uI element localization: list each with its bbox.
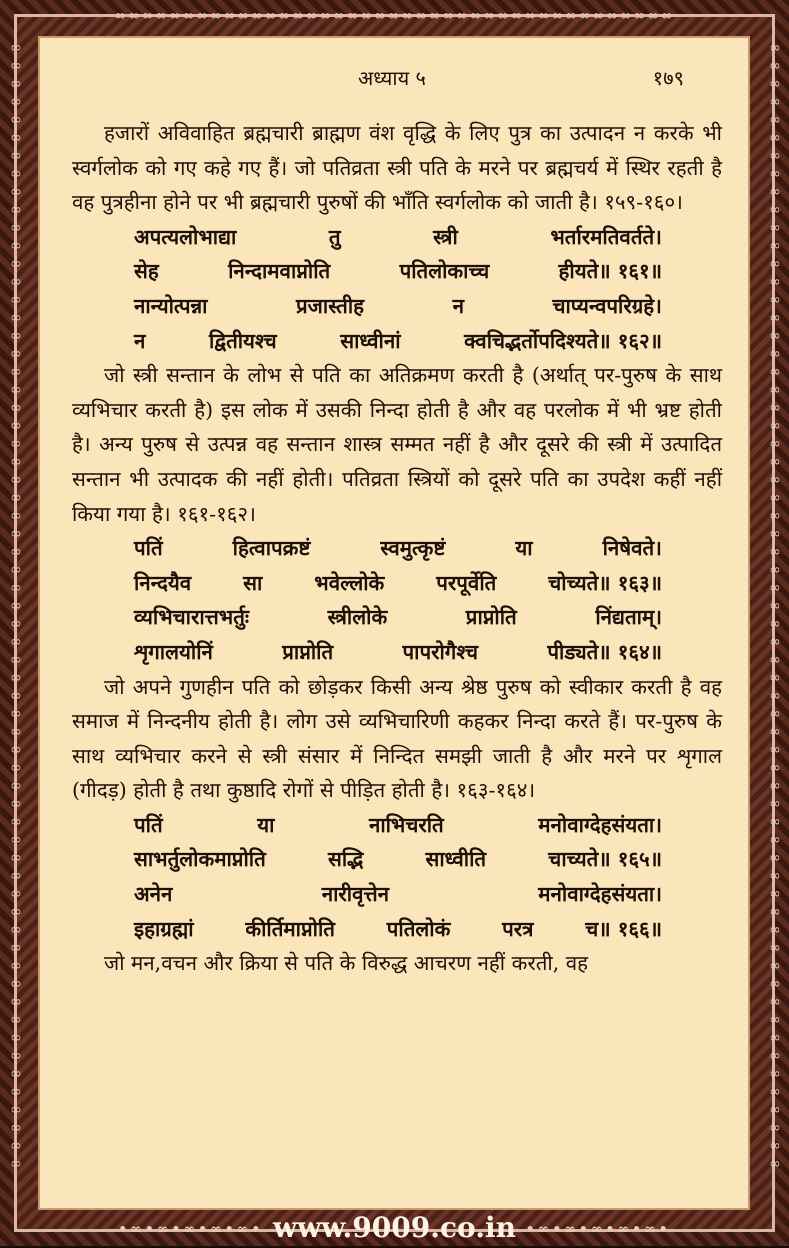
verse-word: च॥ १६६॥ xyxy=(585,916,662,941)
ornament-top-icon: ∞∞∞∞∞∞∞∞∞∞∞∞∞∞∞∞∞∞∞∞∞∞∞∞∞∞∞∞∞∞∞∞∞∞∞∞∞∞∞∞∞ xyxy=(114,8,675,24)
verse-word: सा xyxy=(243,570,263,595)
site-footer xyxy=(0,1210,789,1246)
ornament-dots-icon: •∞•∞•∞•∞•∞• xyxy=(118,1221,264,1238)
paragraph-2: जो स्त्री सन्तान के लोभ से पति का अतिक्रमण करती है (अर्थात् पर-पुरुष के साथ व्यभिचार करती है) इस लोक में उसकी निन्दा होती है और वह परलोक में भी भ्रष्ट होती है। अन्य पुरुष से उत्पन्न वह सन्तान शास्त्र सम्मत नहीं है और दूसरे की स्त्री में उत्पादित सन्तान भी उत्पादक की नहीं होती। पतिव्रता स्त्रियों को दूसरे पति का उपदेश कहीं नहीं किया गया है। १६१-१६२। xyxy=(72,363,722,526)
verse-word: परपूर्वेति xyxy=(436,570,497,595)
verse-word: निषेवते। xyxy=(602,536,662,561)
verse-word: सेह xyxy=(134,259,159,284)
verse-word: भवेल्लोके xyxy=(314,570,385,595)
verse-word: तु xyxy=(328,224,341,249)
verse-line-7 xyxy=(72,600,662,635)
verse-word: या xyxy=(515,536,533,561)
verse-line-1 xyxy=(72,220,662,255)
verse-word: हित्वापक्रष्टं xyxy=(232,536,311,561)
verse-word: स्त्रीलोके xyxy=(327,605,388,630)
verse-word: पतिलोकाच्च xyxy=(399,259,490,284)
verse-word: परत्र xyxy=(502,916,534,941)
verse-word: चाप्यन्वपरिग्रहे। xyxy=(552,293,662,318)
verse-line-12 xyxy=(72,912,662,947)
verse-word: क्वचिद्भर्तोपदिश्यते॥ १६२॥ xyxy=(464,328,662,353)
chapter-title: अध्याय ५ xyxy=(358,66,426,90)
verse-word: पापरोगैश्च xyxy=(402,639,479,664)
verse-word: व्यभिचारात्तभर्तुः xyxy=(134,605,250,630)
page-number: १७९ xyxy=(652,66,684,90)
verse-word: प्राप्नोति xyxy=(282,639,334,664)
verse-word: साध्वीनां xyxy=(340,328,401,353)
verse-word: पतिलोकं xyxy=(386,916,451,941)
verse-word: शृगालयोनिं xyxy=(134,639,213,664)
verse-word: पतिं xyxy=(134,812,163,837)
verse-word: इहाग्रह्मां xyxy=(134,916,194,941)
verse-word: पीड्यते॥ १६४॥ xyxy=(547,639,662,664)
verse-word: मनोवाग्देहसंयता। xyxy=(538,812,662,837)
verse-word: कीर्तिमाप्नोति xyxy=(245,916,335,941)
verse-word: या xyxy=(257,812,275,837)
verse-line-5 xyxy=(72,531,662,566)
verse-word: चोच्यते॥ १६३॥ xyxy=(548,570,662,595)
verse-line-6 xyxy=(72,566,662,601)
verse-word: नान्योत्पन्ना xyxy=(134,293,208,318)
verse-line-4 xyxy=(72,324,662,359)
verse-word: पतिं xyxy=(134,536,163,561)
verse-word: निंद्यताम्। xyxy=(595,605,662,630)
verse-word: भर्तारमतिवर्तते। xyxy=(550,224,662,249)
ornament-dots-icon: •∞•∞•∞•∞•∞• xyxy=(525,1221,671,1238)
verse-word: अपत्यलोभाद्या xyxy=(134,224,237,249)
verse-word: मनोवाग्देहसंयता। xyxy=(538,882,662,907)
verse-word: चाच्यते॥ १६५॥ xyxy=(548,847,662,872)
paragraph-4: जो मन,वचन और क्रिया से पति के विरुद्ध आचरण नहीं करती, वह xyxy=(104,951,589,976)
verse-word: निन्दामवाप्नोति xyxy=(228,259,331,284)
ornament-left-icon: ∞∞∞∞∞∞∞∞∞∞∞∞∞∞∞∞∞∞∞∞∞∞∞∞∞∞∞∞∞∞∞∞∞∞∞∞∞∞∞∞∞∞∞∞∞∞∞∞∞∞∞∞∞∞∞∞∞∞∞∞∞∞∞ xyxy=(8,40,24,1174)
page-paper xyxy=(38,36,750,1210)
verse-line-10 xyxy=(72,842,662,877)
verse-word: अनेन xyxy=(134,882,173,907)
verse-word: साध्वीति xyxy=(425,847,487,872)
ornament-right-icon: ∞∞∞∞∞∞∞∞∞∞∞∞∞∞∞∞∞∞∞∞∞∞∞∞∞∞∞∞∞∞∞∞∞∞∞∞∞∞∞∞∞∞∞∞∞∞∞∞∞∞∞∞∞∞∞∞∞∞∞∞∞∞∞ xyxy=(767,40,783,1174)
verse-word: साभर्तुलोकमाप्नोति xyxy=(134,847,266,872)
verse-word: हीयते॥ १६१॥ xyxy=(558,259,662,284)
verse-line-11 xyxy=(72,877,662,912)
verse-word: द्वितीयश्च xyxy=(208,328,277,353)
verse-line-2 xyxy=(72,254,662,289)
verse-word: स्वमुत्कृष्टं xyxy=(380,536,446,561)
verse-word: नाभिचरति xyxy=(368,812,444,837)
verse-line-9 xyxy=(72,808,662,843)
page-header xyxy=(38,64,750,94)
verse-word: प्राप्नोति xyxy=(465,605,517,630)
verse-word: स्त्री xyxy=(433,224,458,249)
verse-word: प्रजास्तीह xyxy=(296,293,365,318)
verse-word: सद्भि xyxy=(327,847,364,872)
verse-word: न xyxy=(452,293,464,318)
verse-word: न xyxy=(134,328,146,353)
paragraph-1: हजारों अविवाहित ब्रह्मचारी ब्राह्मण वंश वृद्धि के लिए पुत्र का उत्पादन न करके भी स्वर्गलोक को गए कहे गए हैं। जो पतिव्रता स्त्री पति के मरने पर ब्रह्मचर्य में स्थिर रहती है वह पुत्रहीना होने पर भी ब्रह्मचारी पुरुषों की भाँति स्वर्गलोक को जाती है। १५९-१६०। xyxy=(72,121,722,215)
verse-line-3 xyxy=(72,289,662,324)
page-body xyxy=(72,116,722,981)
website-url: www.9009.co.in xyxy=(273,1211,516,1244)
verse-word: नारीवृत्तेन xyxy=(321,882,390,907)
verse-line-8 xyxy=(72,635,662,670)
paragraph-3: जो अपने गुणहीन पति को छोड़कर किसी अन्य श्रेष्ठ पुरुष को स्वीकार करती है वह समाज में निन्दनीय होती है। लोग उसे व्यभिचारिणी कहकर निन्दा करते हैं। पर-पुरुष के साथ व्यभिचार करने से स्त्री संसार में निन्दित समझी जाती है और मरने पर शृगाल (गीदड़) होती है तथा कुष्ठादि रोगों से पीड़ित होती है। १६३-१६४। xyxy=(72,674,722,803)
verse-word: निन्दयैव xyxy=(134,570,192,595)
